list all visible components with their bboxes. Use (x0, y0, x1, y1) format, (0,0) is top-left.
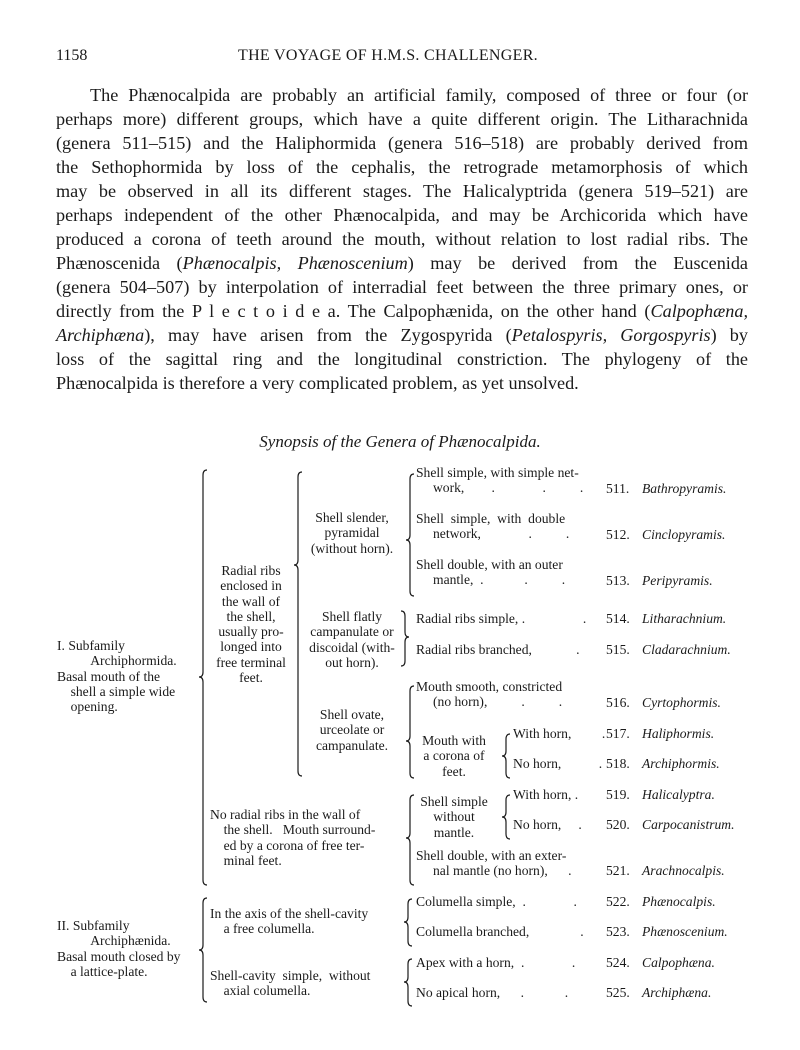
genus-description: Mouth smooth, constricted (no horn), . . (416, 679, 563, 710)
genus-number: 522. (606, 894, 630, 909)
genus-number: 515. (606, 642, 630, 657)
genus-description: Shell double, with an outer mantle, . . . (416, 557, 566, 588)
group-shell-cavity-simple: Shell-cavity simple, without axial columella. (210, 968, 371, 999)
curly-brace (404, 899, 412, 946)
genus-description: No horn, . (513, 817, 582, 832)
italic-genus-text: Phænocalpis, Phænoscenium (182, 253, 408, 273)
text-segment: (genera 511–515) and the Haliphormida (genera 516–518) are probably derived from (56, 133, 748, 153)
genus-name: Litharachnium. (642, 611, 727, 626)
page-number: 1158 (56, 47, 88, 64)
genus-number: 512. (606, 527, 630, 542)
genus-number: 517. (606, 726, 630, 741)
text-segment: ), may have arisen from the Zygospyrida ( (144, 325, 512, 345)
curly-brace (404, 959, 412, 1006)
synopsis-title: Synopsis of the Genera of Phænocalpida. (259, 432, 541, 451)
text-segment: may be observed in all its different stages. The Halicalyptrida (genera 519–521) are (56, 181, 748, 201)
curly-brace (294, 472, 302, 776)
text-segment: perhaps independent of the other Phænocalpida, and may be Archicorida which have (56, 205, 748, 225)
genus-number: 521. (606, 863, 630, 878)
group-shell-simple-without-mantle: Shell simple without mantle. (420, 794, 488, 840)
genus-number: 524. (606, 955, 630, 970)
genus-name: Carpocanistrum. (642, 817, 735, 832)
genus-name: Cladarachnium. (642, 642, 731, 657)
genus-description: Columella branched, . (416, 924, 584, 939)
genus-number: 511. (606, 481, 630, 496)
genus-name: Arachnocalpis. (642, 863, 725, 878)
genus-name: Archiphæna. (642, 985, 712, 1000)
curly-brace (401, 611, 409, 666)
genus-name: Haliphormis. (642, 726, 715, 741)
italic-genus-text: Archiphæna (56, 325, 145, 345)
text-segment: the Sethophormida by loss of the cephalis, the retrograde metamorphosis of which (56, 157, 748, 177)
text-segment: The Phænocalpida are probably an artificial family, composed of three or four (or (90, 85, 748, 105)
genus-description: No apical horn, . . (416, 985, 569, 1000)
genus-description: Columella simple, . . (416, 894, 577, 909)
genus-description: Shell double, with an exter- nal mantle (no horn), . (416, 848, 572, 879)
italic-genus-text: Calpophæna, (650, 301, 748, 321)
genus-description: Shell simple, with double network, . . (416, 511, 570, 542)
genus-name: Phænoscenium. (642, 924, 728, 939)
text-segment: ) by (710, 325, 748, 345)
text-segment: perhaps more) different groups, which have a quite different origin. The Litharachnida (56, 109, 748, 129)
genus-description: Radial ribs simple, . . (416, 611, 587, 626)
genus-number: 519. (606, 787, 630, 802)
text-segment: ) may be derived from the Euscenida (407, 253, 749, 273)
group-mouth-corona: Mouth with a corona of feet. (422, 733, 486, 779)
genus-number: 513. (606, 573, 630, 588)
genus-number: 525. (606, 985, 630, 1000)
text-segment: loss of the sagittal ring and the longitudinal constriction. The phylogeny of the (56, 349, 748, 369)
genus-description: With horn, . (513, 726, 606, 741)
group-shell-slender: Shell slender, pyramidal (without horn). (310, 510, 394, 556)
genus-description: Radial ribs branched, . (416, 642, 580, 657)
text-segment: (genera 504–507) by interpolation of interradial feet between the three primary ones, or (56, 277, 748, 297)
group-shell-ovate: Shell ovate, urceolate or campanulate. (315, 707, 389, 753)
text-segment: directly from the P l e c t o i d e a. The Calpophænida, on the other hand ( (56, 301, 651, 321)
genus-name: Bathropyramis. (642, 481, 727, 496)
curly-brace (406, 686, 414, 778)
group-shell-flatly: Shell flatly campanulate or discoidal (with- out horn). (309, 609, 395, 670)
text-segment: produced a corona of teeth around the mouth, without relation to lost radial ribs. The (56, 229, 748, 249)
group-columella-free: In the axis of the shell-cavity a free columella. (210, 906, 369, 937)
genus-name: Cinclopyramis. (642, 527, 726, 542)
genus-number: 514. (606, 611, 630, 626)
genus-name: Halicalyptra. (642, 787, 715, 802)
genus-description: No horn, . (513, 756, 603, 771)
genus-description: Apex with a horn, . . (416, 955, 576, 970)
genus-number: 520. (606, 817, 630, 832)
genus-name: Phænocalpis. (642, 894, 716, 909)
italic-genus-text: Petalospyris, Gorgospyris (511, 325, 711, 345)
curly-brace (199, 898, 207, 1002)
curly-brace (199, 470, 207, 885)
genus-name: Peripyramis. (642, 573, 713, 588)
genus-name: Cyrtophormis. (642, 695, 721, 710)
genus-number: 516. (606, 695, 630, 710)
subfamily-2: II. Subfamily Archiphænida. Basal mouth closed by a lattice-plate. (57, 918, 181, 979)
genus-number: 518. (606, 756, 630, 771)
curly-brace (406, 795, 414, 885)
running-title: THE VOYAGE OF H.M.S. CHALLENGER. (238, 47, 538, 64)
group-radial-ribs-enclosed: Radial ribs enclosed in the wall of the shell, usually pro- longed into free terminal feet. (216, 563, 286, 686)
genus-description: Shell simple, with simple net- work, . . . (416, 465, 584, 496)
group-no-radial-ribs: No radial ribs in the wall of the shell. Mouth surround- ed by a corona of free ter- minal feet. (210, 807, 376, 868)
text-segment: Phænocalpida is therefore a very complicated problem, as yet unsolved. (56, 373, 579, 393)
curly-brace (406, 474, 414, 596)
curly-brace (502, 795, 510, 839)
subfamily-1: I. Subfamily Archiphormida. Basal mouth of the shell a simple wide opening. (57, 638, 177, 715)
genus-name: Calpophæna. (642, 955, 715, 970)
genus-number: 523. (606, 924, 630, 939)
curly-brace (502, 734, 510, 778)
genus-description: With horn, . (513, 787, 579, 802)
genus-name: Archiphormis. (642, 756, 720, 771)
text-segment: Phænoscenida ( (56, 253, 183, 273)
